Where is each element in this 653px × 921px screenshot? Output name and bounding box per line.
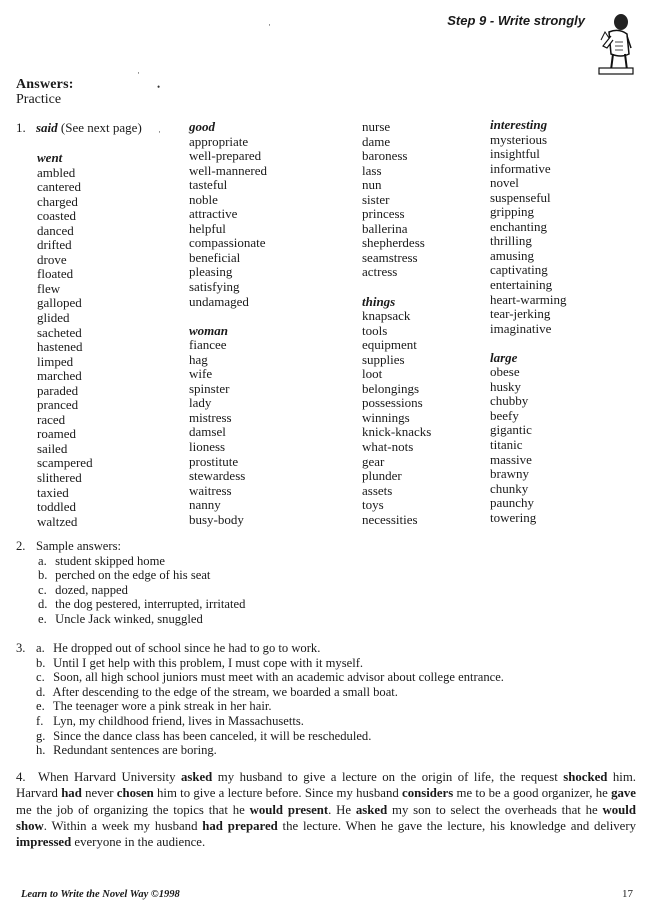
answer-row: 3. a. He dropped out of school since he had to go to work. (16, 641, 321, 655)
word-item: supplies (362, 351, 405, 367)
word-item: waitress (189, 482, 232, 498)
word-item: brawny (490, 466, 529, 482)
answer-row: e. Uncle Jack winked, snuggled (38, 611, 203, 626)
word-item: equipment (362, 337, 417, 353)
column-heading: woman (189, 322, 229, 338)
column-heading: good (189, 119, 215, 134)
word-item: paraded (37, 382, 79, 398)
word-item: knapsack (362, 308, 411, 324)
word-item: pranced (37, 397, 79, 413)
word-item: sacheted (37, 324, 82, 340)
answer-row: e. The teenager wore a pink streak in her hair. (36, 699, 272, 714)
word-item: flew (37, 280, 61, 296)
word-item: prostitute (189, 453, 239, 469)
word-item: cantered (37, 179, 82, 195)
item2-section: 2. Sample answers: a. student skipped home b. perched on the edge of his seat c. dozed, napped d. the dog pestered, interrupted, irritated e. Uncle Jack winked, snuggled (16, 539, 246, 626)
word-item: tasteful (189, 177, 228, 193)
answer-row: c. dozed, napped (38, 582, 128, 597)
word-item: damsel (189, 424, 226, 440)
word-item: chubby (490, 393, 529, 409)
word-item: marched (37, 368, 82, 384)
word-item: nurse (362, 119, 391, 134)
column-heading: interesting (490, 117, 548, 132)
word-item: wife (189, 366, 213, 382)
word-item: heart-warming (490, 291, 567, 307)
answer-row: h. Redundant sentences are boring. (36, 743, 217, 758)
word-item: hastened (37, 339, 83, 355)
answer-row: d. After descending to the edge of the stream, we boarded a small boat. (36, 684, 398, 699)
word-item: noble (189, 191, 218, 207)
column-heading: went (37, 150, 63, 165)
word-item: fiancee (189, 337, 227, 353)
word-item: mysterious (490, 131, 548, 147)
word-item: plunder (362, 468, 402, 484)
word-item: compassionate (189, 235, 266, 251)
word-item: actress (362, 264, 398, 280)
word-item: necessities (362, 511, 418, 527)
word-item: tools (362, 322, 388, 338)
word-item: pleasing (189, 264, 233, 280)
word-item: massive (490, 451, 532, 467)
answer-row: b. perched on the edge of his seat (38, 568, 211, 583)
word-item: loot (362, 366, 383, 382)
word-item: raced (37, 411, 66, 427)
answer-row: f. Lyn, my childhood friend, lives in Massachusetts. (36, 713, 304, 728)
word-item: captivating (490, 262, 548, 278)
word-column-interesting-large (490, 118, 567, 525)
header-step-title: Step 9 - Write strongly (447, 13, 585, 28)
word-column-went (37, 151, 93, 529)
scan-speck: · (268, 20, 271, 30)
scan-speck: • (157, 82, 161, 92)
word-item: paunchy (490, 495, 535, 511)
word-item: hag (189, 351, 208, 367)
scan-speck: · (158, 127, 161, 137)
word-item: novel (490, 175, 519, 191)
word-item: towering (490, 509, 537, 525)
word-item: well-prepared (189, 148, 262, 164)
word-item: drove (37, 251, 67, 267)
word-column-good-woman (189, 120, 267, 527)
item2-title: Sample answers: (36, 539, 121, 553)
word-item: floated (37, 266, 74, 282)
word-item: danced (37, 222, 74, 238)
word-item: assets (362, 482, 393, 498)
word-item: suspenseful (490, 189, 551, 205)
word-item: lioness (189, 439, 226, 455)
item4-paragraph: 4. When Harvard University asked my husband to give a lecture on the origin of life, the request shocked him. Harvard had never chosen him to give a lecture before. Since my husband considers me to be a good organizer, he gave me the job of organizing the topics that he would present. He asked my son to select the overheads that he would show. Within a week my husband had prepared the lecture. When he gave the lecture, his knowledge and delivery impressed everyone in the audience. (16, 770, 636, 850)
word-item: appropriate (189, 133, 249, 149)
word-item: scampered (37, 455, 93, 471)
word-item: insightful (490, 146, 540, 162)
footer-book-title: Learn to Write the Novel Way ©1998 (21, 889, 180, 900)
word-item: stewardess (189, 468, 246, 484)
word-item: toddled (37, 499, 76, 515)
answer-row: d. the dog pestered, interrupted, irritated (38, 597, 246, 612)
word-item: toys (362, 497, 384, 513)
word-item: belongings (362, 380, 420, 396)
word-item: coasted (37, 208, 76, 224)
word-item: amusing (490, 247, 535, 263)
word-item: what-nots (362, 439, 414, 455)
word-item: well-mannered (189, 162, 267, 178)
word-item: gripping (490, 204, 535, 220)
word-item: winnings (362, 409, 410, 425)
answer-row: g. Since the dance class has been canceled, it will be rescheduled. (36, 728, 372, 743)
column-heading: large (490, 349, 518, 365)
word-item: baroness (362, 148, 408, 164)
footer-page-number: 17 (622, 888, 633, 900)
word-item: chunky (490, 480, 529, 496)
word-item: charged (37, 193, 78, 209)
word-item: roamed (37, 426, 76, 442)
figure-illustration-icon (595, 10, 635, 78)
word-item: titanic (490, 437, 523, 453)
answer-row: c. Soon, all high school juniors must meet with an academic advisor about college entrance. (36, 670, 504, 685)
word-item: busy-body (189, 511, 244, 527)
word-item: mistress (189, 409, 232, 425)
word-item: ballerina (362, 220, 408, 236)
answer-row: b. Until I get help with this problem, I must cope with it myself. (36, 655, 364, 670)
word-item: dame (362, 133, 391, 149)
word-item: nun (362, 177, 382, 193)
word-item: gear (362, 453, 385, 469)
word-item: obese (490, 364, 520, 380)
word-item: possessions (362, 395, 423, 411)
column-heading: things (362, 293, 396, 309)
word-item: enchanting (490, 218, 548, 234)
word-item: drifted (37, 237, 72, 253)
word-column-nurse-things (362, 120, 431, 527)
word-item: informative (490, 160, 551, 176)
word-item: beefy (490, 407, 519, 423)
word-item: entertaining (490, 277, 553, 293)
item1-label: 1. said (See next page) (16, 120, 142, 135)
word-item: waltzed (37, 513, 78, 529)
practice-heading: Practice (16, 92, 62, 107)
word-item: helpful (189, 220, 226, 236)
word-item: ambled (37, 164, 76, 180)
word-item: gigantic (490, 422, 532, 438)
word-item: knick-knacks (362, 424, 432, 440)
answer-row: a. student skipped home (38, 553, 165, 568)
word-item: princess (362, 206, 405, 222)
word-item: slithered (37, 470, 82, 486)
item3-section (16, 641, 504, 758)
word-item: satisfying (189, 279, 240, 295)
word-item: sailed (37, 440, 68, 456)
word-item: galloped (37, 295, 82, 311)
word-item: sister (362, 191, 390, 207)
word-item: beneficial (189, 249, 241, 265)
word-item: shepherdess (362, 235, 425, 251)
word-item: limped (37, 353, 74, 369)
word-item: nanny (189, 497, 221, 513)
word-item: husky (490, 378, 522, 394)
answers-heading: Answers: (16, 77, 74, 92)
scan-speck: · (137, 68, 140, 78)
word-item: tear-jerking (490, 306, 551, 322)
word-item: lady (189, 395, 212, 411)
word-item: undamaged (189, 293, 249, 309)
word-item: thrilling (490, 233, 532, 249)
word-item: attractive (189, 206, 238, 222)
word-item: lass (362, 162, 382, 178)
word-item: taxied (37, 484, 69, 500)
word-item: glided (37, 310, 70, 326)
word-item: imaginative (490, 320, 552, 336)
word-item: spinster (189, 380, 230, 396)
word-item: seamstress (362, 249, 418, 265)
